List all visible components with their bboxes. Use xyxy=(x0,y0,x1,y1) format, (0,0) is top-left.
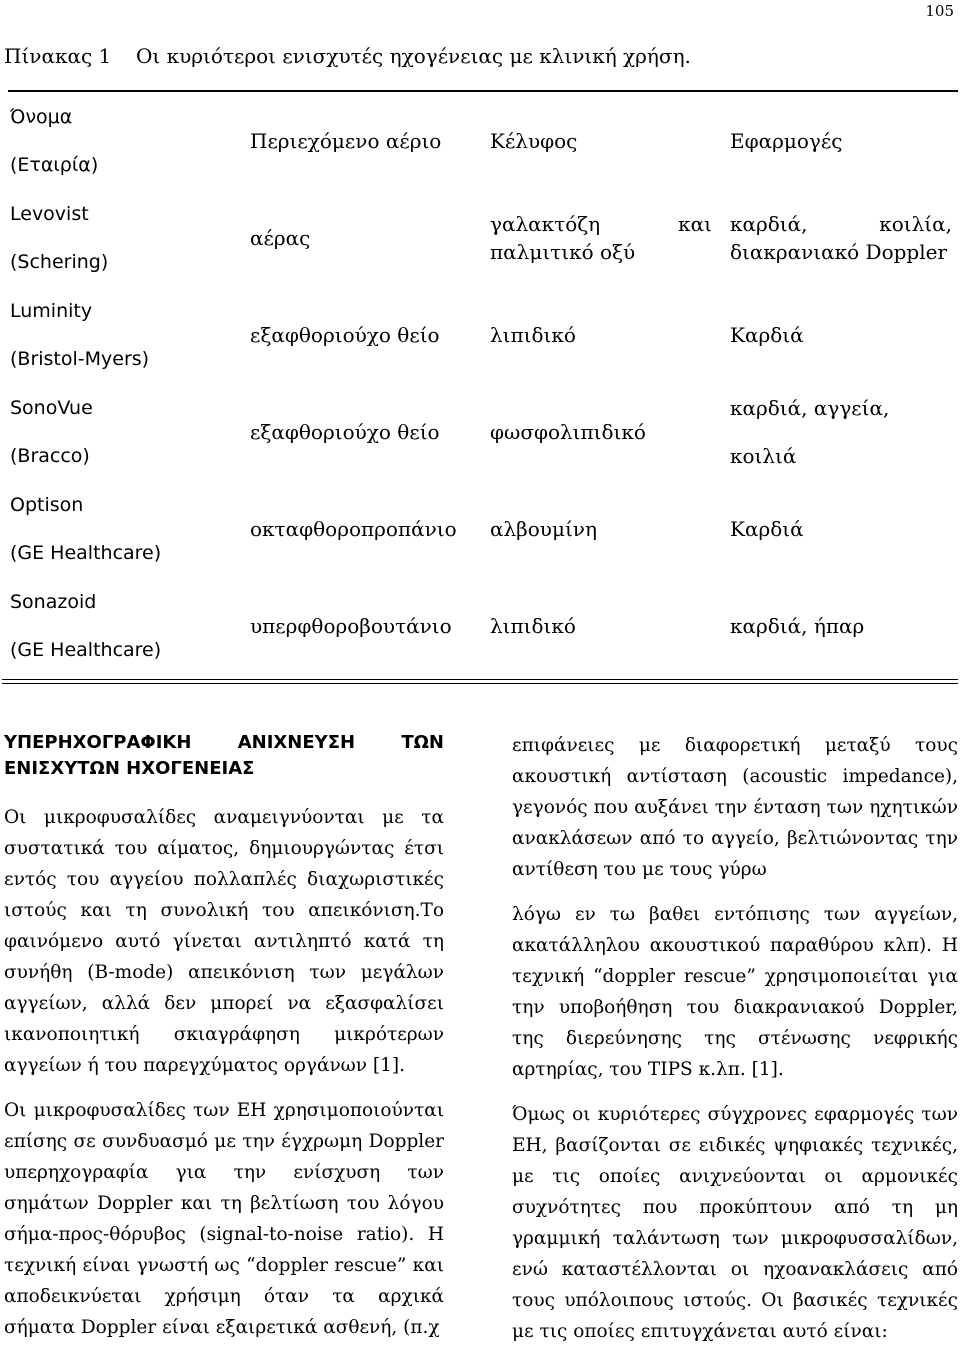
shell-line: γαλακτόζη και xyxy=(490,211,712,236)
gas-cell: αέρας xyxy=(250,225,311,250)
body-paragraph: Οι μικροφυσαλίδες των ΕΗ χρησιμοποιούνται επίσης σε συνδυασμό με την έγχρωμη Doppler υπερηχογραφία για την ενίσχυση των σημάτων Doppler και τη βελτίωση του λόγου σήμα-προς-θόρυβος (signal-to-noise ratio). Η τεχνική είναι γνωστή ως “doppler rescue” και αποδεικνύεται χρήσιμη όταν τα αρχικά σήματα Doppler είναι εξαιρετικά ασθενή, (π.χ xyxy=(4,1100,444,1338)
section-heading: ΥΠΕΡΗΧΟΓΡΑΦΙΚΗ ΑΝΙΧΝΕΥΣΗ ΤΩΝ ΕΝΙΣΧΥΤΩΝ ΗΧΟΓΕΝΕΙΑΣ xyxy=(4,732,444,779)
agent-name-cell xyxy=(10,480,250,577)
gas-cell: εξαφθοριούχο θείο xyxy=(250,322,440,347)
table-row xyxy=(10,577,952,674)
header-applications: Εφαρμογές xyxy=(730,128,843,153)
shell-cell xyxy=(490,189,730,286)
table-caption-label: Πίνακας 1 xyxy=(4,44,112,68)
body-paragraph: λόγω εν τω βαθει εντόπισης των αγγείων, ακατάλληλου ακουστικού παραθύρου κλπ). Η τεχνική “doppler rescue” χρησιμοποιείται για την υποβοήθηση του διακρανιακού Doppler, της διερεύνησης της στένωσης νεφρικής αρτηρίας, του TIPS κ.λπ. [1]. xyxy=(512,904,958,1080)
body-paragraph: Οι μικροφυσαλίδες αναμειγνύονται με τα συστατικά του αίματος, δημιουργώντας έτσι εντός του αγγείου πολλαπλές διαχωριστικές ιστούς και τη συνολική του απεικόνιση.Το φαινόμενο αυτό γίνεται αντιληπτό κατά τη συνήθη (B-mode) απεικόνιση των μεγάλων αγγείων, αλλά δεν μπορεί να εξασφαλίσει ικανοποιητική σκιαγράφηση μικρότερων αγγείων ή του παρεγχύματος οργάνων [1]. xyxy=(4,807,444,1076)
table-caption-title: Οι κυριότεροι ενισχυτές ηχογένειας με κλινική χρήση. xyxy=(136,44,691,68)
left-text-column xyxy=(4,730,444,1357)
gas-cell: υπερφθοροβουτάνιο xyxy=(250,613,452,638)
table-caption xyxy=(4,44,691,68)
applications-line: καρδιά, κοιλία, xyxy=(730,211,952,236)
table-header-row xyxy=(10,92,952,189)
agent-name-cell xyxy=(10,577,250,674)
page-number: 105 xyxy=(925,2,954,20)
agent-company: (GE Healthcare) xyxy=(10,638,162,661)
applications-cell: καρδιά, ήπαρ xyxy=(730,613,865,638)
agent-company: (Bristol-Myers) xyxy=(10,347,150,370)
agent-name: Sonazoid xyxy=(10,590,97,613)
gas-cell: οκταφθοροπροπάνιο xyxy=(250,516,457,541)
shell-line: παλμιτικό οξύ xyxy=(490,239,636,264)
shell-cell: φωσφολιπιδικό xyxy=(490,419,646,444)
gas-cell: εξαφθοριούχο θείο xyxy=(250,419,440,444)
table-row xyxy=(10,286,952,383)
agent-company: (Bracco) xyxy=(10,444,90,467)
table-bottom-rule xyxy=(2,679,958,680)
table-row xyxy=(10,480,952,577)
header-shell: Κέλυφος xyxy=(490,128,578,153)
body-paragraph: Όμως οι κυριότερες σύγχρονες εφαρμογές των ΕΗ, βασίζονται σε ειδικές ψηφιακές τεχνικές, με τις οποίες ανιχνεύονται οι αρμονικές συχνότητες που προκύπτουν από τη μη γραμμική ταλάντωση των μικροφυσσαλίδων, ενώ καταστέλλονται οι ηχοανακλάσεις από τους υπόλοιπους ιστούς. Οι βασικές τεχνικές με τις οποίες επιτυγχάνεται αυτό είναι: xyxy=(512,1104,958,1342)
agent-name: Optison xyxy=(10,493,84,516)
shell-cell: λιπιδικό xyxy=(490,322,576,347)
table-row xyxy=(10,189,952,286)
table-row xyxy=(10,383,952,480)
agent-name: Levovist xyxy=(10,202,89,225)
agent-name-cell xyxy=(10,383,250,480)
header-name xyxy=(10,92,250,189)
contrast-agents-table xyxy=(10,92,952,674)
agent-company: (GE Healthcare) xyxy=(10,541,162,564)
body-paragraph: επιφάνειες με διαφορετική μεταξύ τους ακουστική αντίσταση (acoustic impedance), γεγονός που αυξάνει την ένταση των ηχητικών ανακλάσεων από το αγγείο, βελτιώνοντας την αντίθεση του με τους γύρω xyxy=(512,735,958,880)
header-name-line2: (Εταιρία) xyxy=(10,153,99,176)
agent-name: Luminity xyxy=(10,299,93,322)
header-gas: Περιεχόμενο αέριο xyxy=(250,128,442,153)
shell-cell: λιπιδικό xyxy=(490,613,576,638)
agent-company: (Schering) xyxy=(10,250,109,273)
applications-cell: Καρδιά xyxy=(730,322,804,347)
table-bottom-rule xyxy=(2,683,958,684)
agent-name: SonoVue xyxy=(10,396,93,419)
shell-cell: αλβουμίνη xyxy=(490,516,597,541)
applications-cell: Καρδιά xyxy=(730,516,804,541)
applications-cell: καρδιά, αγγεία, κοιλιά xyxy=(730,395,890,468)
agent-name-cell xyxy=(10,286,250,383)
applications-cell xyxy=(730,189,952,286)
agent-name-cell xyxy=(10,189,250,286)
header-name-line1: Όνομα xyxy=(10,105,73,128)
applications-line: διακρανιακό Doppler xyxy=(730,239,948,264)
right-text-column xyxy=(512,730,958,1361)
